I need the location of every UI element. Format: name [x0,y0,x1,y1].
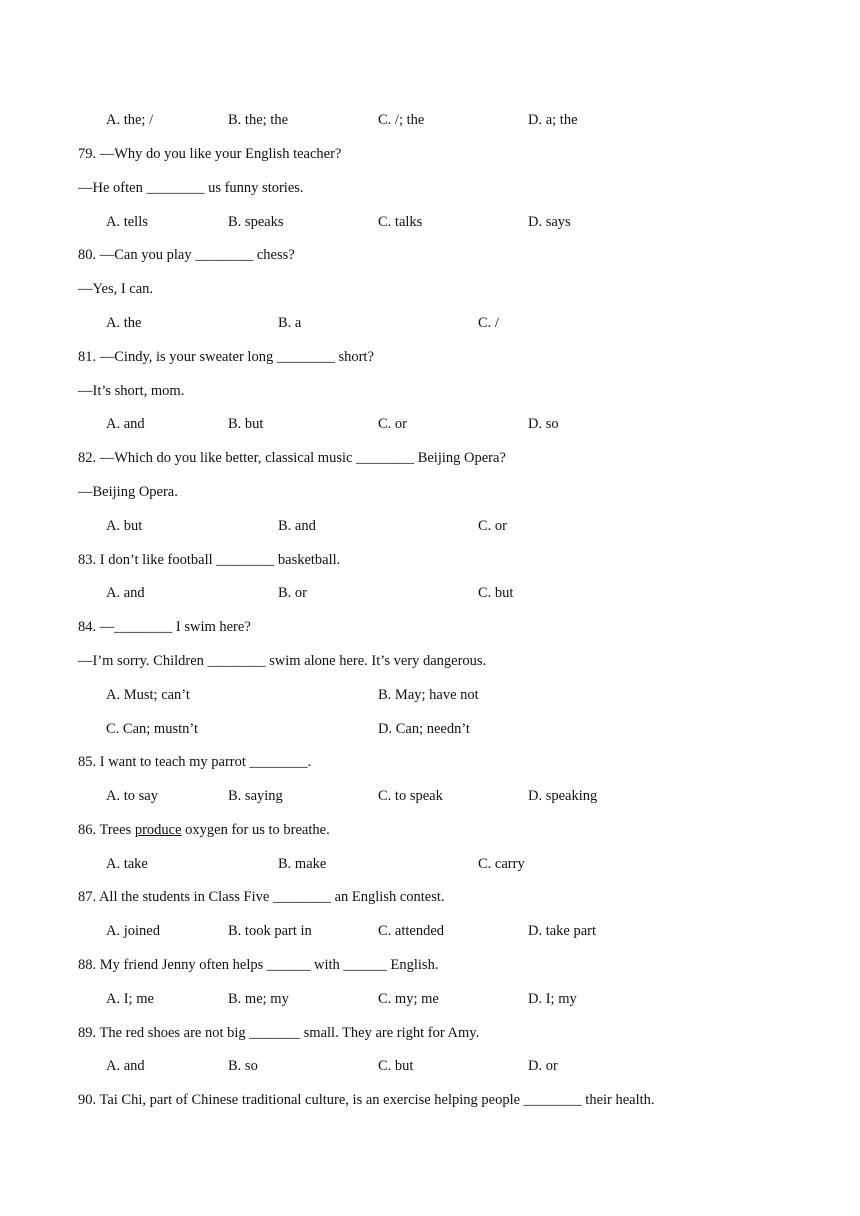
q78-option-b[interactable]: B. the; the [228,112,289,128]
q79-option-c[interactable]: C. talks [378,214,423,230]
q85-option-d[interactable]: D. speaking [528,788,598,804]
q88-option-d[interactable]: D. I; my [528,991,577,1007]
q82-option-a[interactable]: A. but [106,518,143,534]
q81-option-b[interactable]: B. but [228,416,264,432]
q88-question: 88. My friend Jenny often helps ______ with ______ English. [78,957,439,973]
q89-option-d[interactable]: D. or [528,1058,558,1074]
q86-question-pre: 86. Trees [78,822,135,838]
q79-question: 79. —Why do you like your English teacher? [78,146,342,162]
q84-option-d[interactable]: D. Can; needn’t [378,721,470,737]
q86-option-c[interactable]: C. carry [478,856,525,872]
q85-option-c[interactable]: C. to speak [378,788,443,804]
q87-option-c[interactable]: C. attended [378,923,445,939]
q82-option-b[interactable]: B. and [278,518,316,534]
q84-question: 84. —________ I swim here? [78,619,251,635]
q87-question: 87. All the students in Class Five ________ an English contest. [78,889,445,905]
q81-option-d[interactable]: D. so [528,416,559,432]
q79-option-b[interactable]: B. speaks [228,214,284,230]
q83-question: 83. I don’t like football ________ basketball. [78,552,341,568]
q83-option-b[interactable]: B. or [278,585,307,601]
q87-option-d[interactable]: D. take part [528,923,597,939]
q83-option-a[interactable]: A. and [106,585,145,601]
q89-option-a[interactable]: A. and [106,1058,145,1074]
q84-option-c[interactable]: C. Can; mustn’t [106,721,198,737]
q88-option-a[interactable]: A. I; me [106,991,154,1007]
q79-option-d[interactable]: D. says [528,214,571,230]
q86-option-a[interactable]: A. take [106,856,148,872]
q85-option-b[interactable]: B. saying [228,788,283,804]
q86-question [78,821,330,839]
q86-option-b[interactable]: B. make [278,856,327,872]
q80-option-c[interactable]: C. / [478,315,499,331]
q89-option-c[interactable]: C. but [378,1058,414,1074]
q82-option-c[interactable]: C. or [478,518,507,534]
q88-option-b[interactable]: B. me; my [228,991,289,1007]
q87-option-a[interactable]: A. joined [106,923,160,939]
q80-option-a[interactable]: A. the [106,315,142,331]
q89-question: 89. The red shoes are not big _______ small. They are right for Amy. [78,1025,480,1041]
q78-option-c[interactable]: C. /; the [378,112,425,128]
q83-option-c[interactable]: C. but [478,585,514,601]
q81-question: 81. —Cindy, is your sweater long ________ short? [78,349,374,365]
q82-question: 82. —Which do you like better, classical music ________ Beijing Opera? [78,450,506,466]
q82-answer-line: —Beijing Opera. [78,484,178,500]
q87-option-b[interactable]: B. took part in [228,923,312,939]
q90-question: 90. Tai Chi, part of Chinese traditional culture, is an exercise helping people ________ their health. [78,1092,655,1108]
q78-option-d[interactable]: D. a; the [528,112,578,128]
q84-answer-line: —I’m sorry. Children ________ swim alone here. It’s very dangerous. [78,653,487,669]
q86-question-post: oxygen for us to breathe. [181,822,330,838]
q84-option-b[interactable]: B. May; have not [378,687,479,703]
q89-option-b[interactable]: B. so [228,1058,258,1074]
q78-option-a[interactable]: A. the; / [106,112,154,128]
q85-option-a[interactable]: A. to say [106,788,158,804]
q84-option-a[interactable]: A. Must; can’t [106,687,190,703]
q80-option-b[interactable]: B. a [278,315,302,331]
q79-answer-line: —He often ________ us funny stories. [78,180,304,196]
q80-question: 80. —Can you play ________ chess? [78,247,295,263]
q81-answer-line: —It’s short, mom. [78,383,185,399]
q81-option-c[interactable]: C. or [378,416,407,432]
q85-question: 85. I want to teach my parrot ________. [78,754,312,770]
q88-option-c[interactable]: C. my; me [378,991,439,1007]
q86-underlined-word: produce [134,822,182,838]
q81-option-a[interactable]: A. and [106,416,145,432]
q80-answer-line: —Yes, I can. [78,281,154,297]
q79-option-a[interactable]: A. tells [106,214,148,230]
